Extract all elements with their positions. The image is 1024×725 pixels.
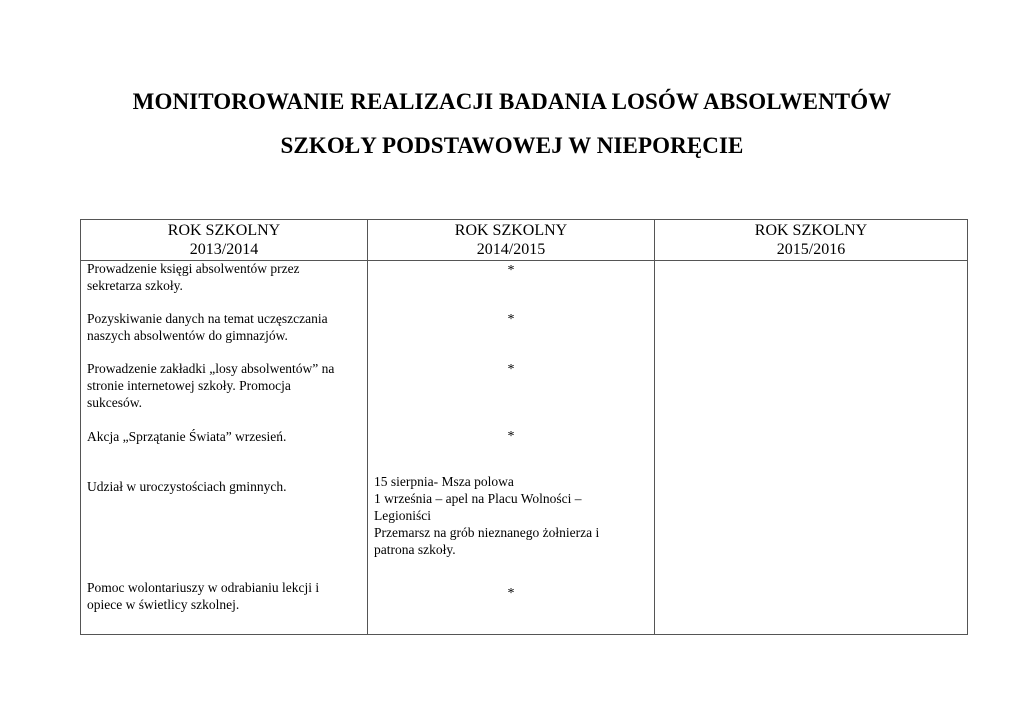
asterisk-mark: * bbox=[507, 586, 515, 601]
activities-table bbox=[80, 219, 968, 635]
activity-entry bbox=[87, 428, 357, 445]
activity-line: stronie internetowej szkoły. Promocja bbox=[87, 378, 291, 393]
activity-line: naszych absolwentów do gimnazjów. bbox=[87, 328, 288, 343]
activity-line: Akcja „Sprzątanie Świata” wrzesień. bbox=[87, 429, 287, 444]
activity-entry bbox=[87, 310, 357, 344]
header-year: 2014/2015 bbox=[476, 241, 546, 258]
document-title-line-2: SZKOŁY PODSTAWOWEJ W NIEPORĘCIE bbox=[280, 133, 744, 158]
activity-line: Prowadzenie zakładki „losy absolwentów” na bbox=[87, 361, 335, 376]
event-line: Przemarsz na grób nieznanego żołnierza i bbox=[374, 525, 600, 540]
event-line: 15 sierpnia- Msza polowa bbox=[374, 474, 514, 489]
activity-entry bbox=[87, 260, 357, 294]
header-2014-2015 bbox=[368, 221, 654, 259]
event-line: 1 września – apel na Placu Wolności – bbox=[374, 491, 582, 506]
header-label: ROK SZKOLNY bbox=[754, 222, 868, 239]
column-divider bbox=[367, 220, 368, 634]
header-2015-2016 bbox=[655, 221, 967, 259]
activity-line: Udział w uroczystościach gminnych. bbox=[87, 479, 287, 494]
header-label: ROK SZKOLNY bbox=[167, 222, 281, 239]
column-divider bbox=[654, 220, 655, 634]
asterisk-mark: * bbox=[507, 362, 515, 377]
activity-line: sukcesów. bbox=[87, 395, 142, 410]
event-line: patrona szkoły. bbox=[374, 542, 456, 557]
header-2013-2014 bbox=[81, 221, 367, 259]
activity-line: Prowadzenie księgi absolwentów przez bbox=[87, 261, 300, 276]
activity-line: Pozyskiwanie danych na temat uczęszczania bbox=[87, 311, 328, 326]
activity-entry bbox=[87, 360, 357, 411]
asterisk-mark: * bbox=[507, 429, 515, 444]
activity-line: Pomoc wolontariuszy w odrabianiu lekcji i bbox=[87, 580, 320, 595]
header-year: 2015/2016 bbox=[776, 241, 846, 258]
activity-entry bbox=[87, 478, 357, 495]
asterisk-mark: * bbox=[507, 312, 515, 327]
event-list bbox=[374, 473, 636, 558]
activity-line: sekretarza szkoły. bbox=[87, 278, 183, 293]
document-title-line-1: MONITOROWANIE REALIZACJI BADANIA LOSÓW ABSOLWENTÓW bbox=[132, 89, 892, 114]
header-year: 2013/2014 bbox=[189, 241, 259, 258]
activity-entry bbox=[87, 579, 357, 613]
event-line: Legioniści bbox=[374, 508, 431, 523]
asterisk-mark: * bbox=[507, 263, 515, 278]
activity-line: opiece w świetlicy szkolnej. bbox=[87, 597, 240, 612]
header-label: ROK SZKOLNY bbox=[454, 222, 568, 239]
